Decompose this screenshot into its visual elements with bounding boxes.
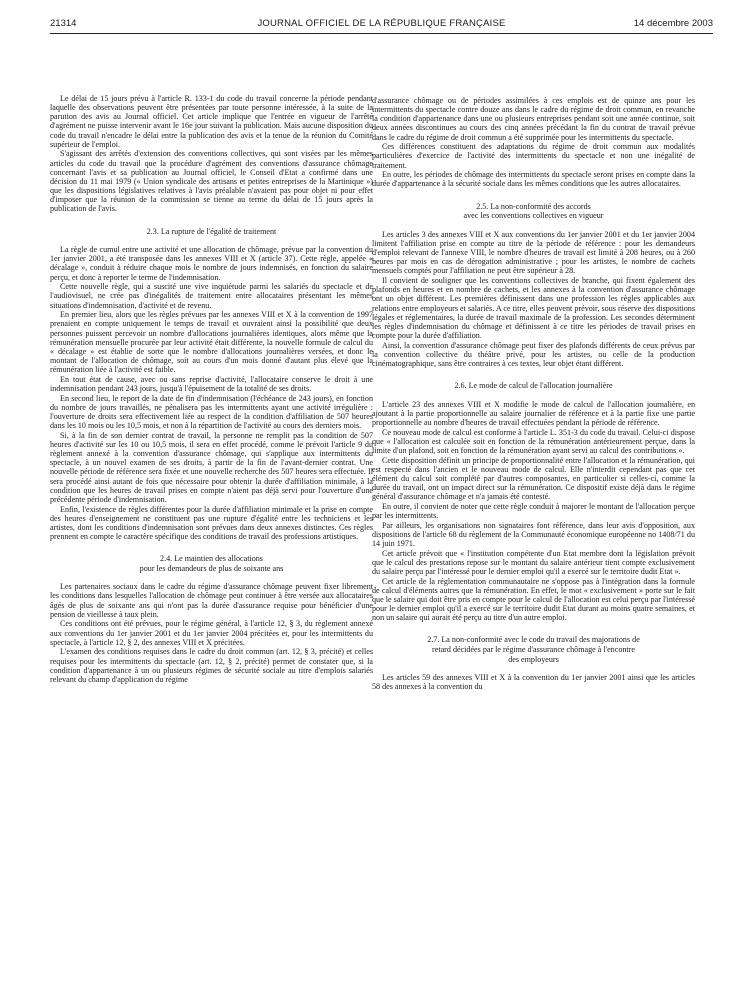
paragraph: Les articles 3 des annexes VIII et X aux conventions du 1er janvier 2001 et du 1er janvier 2004 limitent l'affiliation prise en compte au titre de la période de référence : pour les demandeurs d'emploi relevant de l'annexe VIII, le nombre d'heures de travail est limité à 208 heures, ou à 260 heures par mois en cas de dérogation administrative ; pour les artistes, le nombre de cachets mensuels comptés pour l'affiliation ne peut être supérieur à 28. [372, 229, 695, 276]
paragraph: Ces conditions ont été prévues, pour le régime général, à l'article 12, § 3, du règlement annexé aux conventions du 1er janvier 2001 et du 1er janvier 2004 précitées et, pour les intermittents du spectacle, à l'article 12, § 2, des annexes VIII et X précitées. [50, 619, 373, 647]
page-number: 21314 [50, 18, 77, 29]
paragraph: Cette disposition définit un principe de proportionnalité entre l'allocation et la rémunération, qui est respecté dans l'ancien et le nouveau mode de calcul. Elle n'interdit cependant pas que cet élément du calcul soit complété par d'autres composantes, en particulier si celles-ci, comme la durée du travail, ont un impact direct sur la rémunération. Ce dispositif existe déjà dans le régime général d'assurance chômage et n'a jamais été contesté. [372, 455, 695, 502]
journal-title: JOURNAL OFFICIEL DE LA RÉPUBLIQUE FRANÇAISE [257, 18, 506, 29]
paragraph: Les partenaires sociaux dans le cadre du régime d'assurance chômage peuvent fixer librement les conditions dans lesquelles l'allocation de chômage peut continuer à être versée aux allocataires âgés de plus de soixante ans qui n'ont pas la durée d'assurance requise pour bénéficier d'une pension de vieillesse à taux plein. [50, 582, 373, 619]
heading-line: avec les conventions collectives en vigueur [463, 211, 604, 221]
paragraph: Le délai de 15 jours prévu à l'article R. 133-1 du code du travail concerne la période pendant laquelle des observations peuvent être présentées par toute personne intéressée, à la suite de la parution des avis au Journal officiel. Cet article implique que l'entrée en vigueur de l'arrêté d'agrément ne puisse intervenir avant le 16e jour suivant la publication. Mais aucune disposition du code du travail n'encadre le délai entre la publication des avis et la tenue de la réunion du Comité supérieur de l'emploi. [50, 94, 373, 149]
paragraph: En premier lieu, alors que les règles prévues par les annexes VIII et X à la convention de 1997 prenaient en compte uniquement le temps de travail et ouvraient ainsi la possibilité que deux personnes puissent percevoir un nombre d'allocations journalières identiques, alors même que la rémunération mensuelle procurée par leur activité était différente, la nouvelle formule de calcul du « décalage » est établie de sorte que le nombre d'allocations journalières versées, et donc le montant de l'allocation de chômage, soit au cours d'un mois donné d'autant plus élevé que la rémunération liée à l'activité est faible. [50, 310, 373, 375]
paragraph: Ce nouveau mode de calcul est conforme à l'article L. 351-3 du code du travail. Celui-ci dispose que « l'allocation est calculée soit en fonction de la rémunération antérieurement perçue, dans la limite d'un plafond, soit en fonction de la rémunération ayant servi au calcul des contributions ». [372, 427, 695, 455]
paragraph: Si, à la fin de son dernier contrat de travail, la personne ne remplit pas la condition de 507 heures d'activité sur les 10 ou 10,5 mois, il sera en effet procédé, comme le prévoit l'article 9 du règlement annexé à la convention d'assurance chômage, qui s'applique aux intermittents du spectacle, à un nouvel examen de ses droits, à partir de la fin de l'avant-dernier contrat. Une nouvelle période de référence sera fixée et une nouvelle recherche des 507 heures sera effectuée. Il sera procédé ainsi autant de fois que nécessaire pour obtenir la durée d'affiliation minimale, à la condition que les heures de travail prises en compte n'aient pas déjà servi pour l'ouverture d'une précédente période d'indemnisation. [50, 430, 373, 504]
paragraph: En tout état de cause, avec ou sans reprise d'activité, l'allocataire conserve le droit à une indemnisation pendant 243 jours, jusqu'à l'épuisement de la totalité de ses droits. [50, 374, 373, 393]
section-heading-2-7 [372, 635, 695, 664]
paragraph: Il convient de souligner que les conventions collectives de branche, qui fixent également des plafonds en heures et en nombre de cachets, et les annexes à la convention d'assurance chômage ont un objet différent. Les premières définissent dans une profession les règles applicables aux relations entre employeurs et salariés. A ce titre, elles peuvent prévoir, sous réserve des dispositions légales et réglementaires, la durée de travail maximale de la profession. Les secondes déterminent les règles d'indemnisation du chômage et définissent à ce titre les périodes de travail prises en compte pour la durée d'affiliation. [372, 276, 695, 340]
paragraph: L'examen des conditions requises dans le cadre du droit commun (art. 12, § 3, précité) et celles requises pour les intermittents du spectacle (art. 12, § 2, précité) permet de constater que, si la condition d'appartenance à un ou plusieurs régimes de sécurité sociale au titre d'emplois salariés relevant du champ d'application du régime [50, 647, 373, 684]
left-column [50, 94, 373, 984]
paragraph: Les articles 59 des annexes VIII et X à la convention du 1er janvier 2001 ainsi que les articles 58 des annexes à la convention du [372, 673, 695, 692]
right-column [372, 96, 695, 984]
section-heading-2-3: 2.3. La rupture de l'égalité de traitement [146, 226, 277, 236]
paragraph: Par ailleurs, les organisations non signataires font référence, dans leur avis d'opposition, aux dispositions de l'article 68 du règlement de la Communauté économique européenne no 1408/71 du 14 juin 1971. [372, 520, 695, 549]
paragraph: S'agissant des arrêtés d'extension des conventions collectives, qui sont visées par les mêmes articles du code du travail que la procédure d'agrément des conventions d'assurance chômage concernant l'avis et sa publication au Journal officiel, le Conseil d'Etat a confirmé dans une décision du 11 mai 1979 (« Union syndicale des artisans et petites entreprises de la Martinique ») que les dispositions législatives relatives à l'avis préalable n'avaient pas pour objet ni pour effet d'imposer que la réunion de la commission se tienne au terme du délai de 15 jours après la publication de l'avis. [50, 149, 373, 214]
page-header [50, 18, 713, 32]
section-heading-2-4 [50, 554, 373, 573]
paragraph: Ces différences constituent des adaptations du régime de droit commun aux modalités particulières d'exercice de l'activité des intermittents du spectacle et non une inégalité de traitement. [372, 142, 695, 170]
paragraph: Cette nouvelle règle, qui a suscité une vive inquiétude parmi les salariés du spectacle et de l'audiovisuel, ne crée pas d'inégalités de traitement entre allocataires présentant les mêmes situations d'indemnisation, d'activité et de revenu. [50, 282, 373, 310]
issue-date: 14 décembre 2003 [633, 18, 713, 29]
paragraph: Cet article de la réglementation communautaire ne s'oppose pas à l'intégration dans la formule de calcul d'éléments autres que la rémunération. En effet, le mot « exclusivement » porte sur le fait que le salaire qui doit être pris en compte pour le calcul de l'allocation est celui perçu par l'intéressé pour le dernier emploi qu'il a exercé sur le territoire dudit Etat durant au moins quatre semaines, et non un salaire qui aurait été perçu au titre d'un autre emploi. [372, 576, 695, 623]
paragraph: En outre, il convient de noter que cette règle conduit à majorer le montant de l'allocation perçue par les intermittents. [372, 501, 695, 521]
heading-line: des employeurs [508, 654, 559, 664]
paragraph: Cet article prévoit que « l'institution compétente d'un Etat membre dont la législation prévoit que le calcul des prestations repose sur le montant du salaire antérieur tient compte exclusivement du salaire perçu par l'intéressé pour le dernier emploi qu'il a exercé sur le territoire dudit Etat ». [372, 548, 695, 576]
paragraph: d'assurance chômage ou de périodes assimilées à ces emplois est de quinze ans pour les intermittents du spectacle contre douze ans dans le cadre du régime de droit commun, en revanche la condition d'appartenance dans une ou plusieurs entreprises pendant soit une année continue, soit deux années discontinues au cours des cinq années précédant la fin du contrat de travail prévue dans le cadre du régime de droit commun a été supprimée pour les intermittents du spectacle. [372, 96, 695, 142]
heading-line: 2.5. La non-conformité des accords [476, 201, 591, 211]
paragraph: En outre, les périodes de chômage des intermittents du spectacle seront prises en compte dans la durée d'appartenance à la sécurité sociale dans les mêmes conditions que les autres allocataires. [372, 170, 695, 189]
heading-line: 2.7. La non-conformité avec le code du travail des majorations de [427, 635, 640, 645]
paragraph: En second lieu, le report de la date de fin d'indemnisation (l'échéance de 243 jours), en fonction du nombre de jours travaillés, ne pénalisera pas les intermittents ayant une activité irrégulière : l'ouverture de droits sera effectivement liée au respect de la condition d'affiliation de 507 heures dans les 10 mois ou les 10,5 mois, et non à la répartition de l'activité au cours des derniers mois. [50, 393, 373, 431]
header-rule [50, 33, 713, 34]
section-heading-2-5 [372, 202, 695, 221]
paragraph: Ainsi, la convention d'assurance chômage peut fixer des plafonds différents de ceux prévus par la convention collective du théâtre privé, pour les artistes, ou celle de la production cinématographique, sans être contraires à ces textes, leur objet étant différent. [372, 340, 695, 368]
heading-line: 2.4. Le maintien des allocations [160, 554, 263, 564]
paragraph: Enfin, l'existence de règles différentes pour la durée d'affiliation minimale et la prise en compte des heures d'enseignement ne constituent pas une rupture d'égalité entre les techniciens et les artistes, dont les conditions d'indemnisation sont prévues dans deux annexes distinctes. Ces règles prennent en compte le caractère spécifique des conditions de travail des professions artistiques. [50, 504, 373, 541]
heading-line: retard décidées par le régime d'assurance chômage à l'encontre [432, 645, 635, 655]
section-heading-2-6: 2.6. Le mode de calcul de l'allocation journalière [454, 381, 613, 391]
paragraph: La règle de cumul entre une activité et une allocation de chômage, prévue par la convention du 1er janvier 2001, a été transposée dans les annexes VIII et X (article 37). Cette règle, appelée « décalage », conduit à réduire chaque mois le nombre de jours indemnisés, en fonction du salaire perçu, et donc à reporter le terme de l'indemnisation. [50, 245, 373, 282]
heading-line: pour les demandeurs de plus de soixante ans [139, 563, 284, 573]
paragraph: L'article 23 des annexes VIII et X modifie le mode de calcul de l'allocation journalière, en ajoutant à la partie proportionnelle au salaire journalier de référence et à la partie fixe une partie proportionnelle au nombre d'heures de travail effectuées pendant la période de référence. [372, 399, 695, 427]
